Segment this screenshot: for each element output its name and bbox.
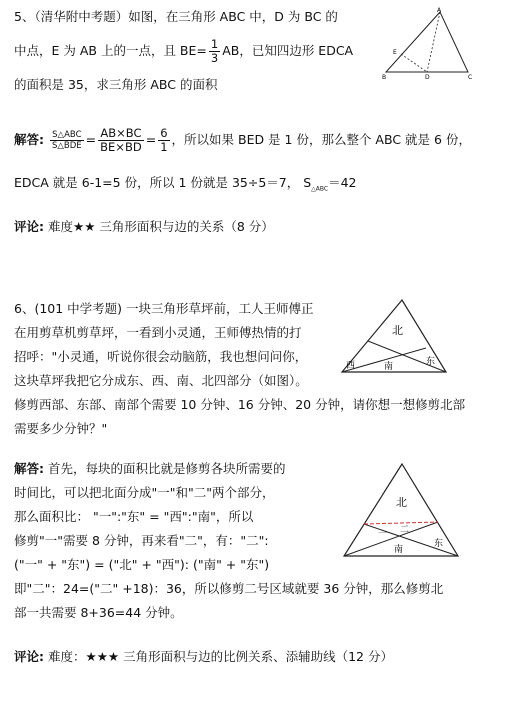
comment-text: 难度★★ 三角形面积与边的关系（8 分） bbox=[47, 219, 274, 234]
problem6-comment bbox=[14, 648, 393, 666]
answer-value: ＝42 bbox=[328, 175, 357, 190]
problem6-solution-line1 bbox=[14, 460, 286, 478]
equals-sign: = bbox=[145, 132, 157, 147]
area-subscript: △ABC bbox=[311, 185, 329, 193]
problem5-line2 bbox=[14, 38, 353, 65]
problem5-line2-pre: 中点，E 为 AB 上的一点，且 BE= bbox=[14, 43, 207, 58]
label-two: 二 bbox=[400, 525, 410, 535]
problem6-solution-text1: 首先，每块的面积比就是修剪各块所需要的 bbox=[47, 461, 286, 476]
label-d: D bbox=[425, 74, 430, 80]
label-west: 西 bbox=[346, 361, 356, 371]
problem5-line3: 的面积是 35，求三角形 ABC 的面积 bbox=[14, 77, 218, 92]
lawn-triangle-figure bbox=[338, 298, 462, 378]
area-ratio-fraction: $\frac{\text{S△ABC}}{\text{S△BDE}}$ bbox=[51, 130, 82, 151]
label-b: B bbox=[382, 74, 387, 80]
comment-label: 评论: bbox=[14, 649, 44, 664]
problem6-solution-line6: 即"二"：24=("二" +18)：36，所以修剪二号区域就要 36 分钟，那么修剪北 bbox=[14, 581, 444, 596]
label-e: E bbox=[393, 49, 397, 56]
problem5-solution-line1 bbox=[14, 126, 471, 154]
label-north: 北 bbox=[396, 496, 407, 509]
problem5-comment bbox=[14, 218, 274, 236]
label-c: C bbox=[468, 74, 473, 80]
problem5-line2-post: AB，已知四边形 EDCA bbox=[222, 43, 354, 58]
problem5-solution-rest: ，所以如果 BED 是 1 份，那么整个 ABC 就是 6 份， bbox=[171, 132, 471, 147]
solution-label: 解答: bbox=[14, 461, 44, 476]
problem6-line4: 这块草坪我把它分成东、西、南、北四部分（如图）。 bbox=[14, 373, 308, 388]
problem5-line1: 5、（清华附中考题）如图，在三角形 ABC 中，D 为 BC 的 bbox=[14, 9, 338, 24]
label-one: 一 bbox=[378, 529, 388, 539]
problem6-line1: 6、(101 中学考题) 一块三角形草坪前，工人王师傅正 bbox=[14, 301, 314, 316]
problem6-line3: 招呼："小灵通，听说你很会动脑筋，我也想问问你， bbox=[14, 349, 308, 364]
lawn-auxiliary-figure bbox=[340, 462, 470, 562]
problem6-solution-line7: 部一共需要 8+36=44 分钟。 bbox=[14, 605, 183, 620]
problem6-line2: 在用剪草机剪草坪，一看到小灵通，王师傅热情的打 bbox=[14, 325, 302, 340]
problem6-line5: 修剪西部、东部、南部个需要 10 分钟、16 分钟、20 分钟，请你想一想修剪北部 bbox=[14, 397, 466, 412]
problem6-solution-line5: ("一" + "东") = ("北" + "西"): ("南" + "东") bbox=[14, 557, 270, 572]
equals-sign: = bbox=[85, 132, 97, 147]
label-north: 北 bbox=[392, 324, 403, 337]
solution-label: 解答: bbox=[14, 132, 44, 147]
label-east: 东 bbox=[434, 539, 444, 549]
problem6-solution-line3: 那么面积比： "一":"东" = "西":"南"，所以 bbox=[14, 509, 254, 524]
comment-label: 评论: bbox=[14, 219, 44, 234]
six-over-one-fraction: $\frac{6}{1}$ bbox=[160, 126, 168, 154]
one-third-fraction: $\frac{1}{3}$ bbox=[210, 37, 219, 65]
problem5-solution-line2-text: EDCA 就是 6-1=5 份，所以 1 份就是 35÷5＝7， bbox=[14, 175, 300, 190]
problem5-solution-line2 bbox=[14, 174, 356, 199]
label-east: 东 bbox=[426, 357, 436, 367]
side-product-fraction: $\frac{AB\times BC}{BE\times BD}$ bbox=[100, 126, 142, 154]
triangle-abc-figure bbox=[380, 6, 476, 80]
problem6-solution-line4: 修剪"一"需要 8 分钟，再来看"二"，有："二": bbox=[14, 533, 269, 548]
problem6-line6: 需要多少分钟？" bbox=[14, 421, 108, 436]
problem6-solution-line2: 时间比，可以把北面分成"一"和"二"两个部分， bbox=[14, 485, 275, 500]
comment-text: 难度：★★★ 三角形面积与边的比例关系、添辅助线（12 分） bbox=[47, 649, 393, 664]
label-south: 南 bbox=[394, 545, 404, 555]
label-south: 南 bbox=[384, 362, 394, 372]
area-symbol: S bbox=[303, 175, 312, 190]
label-a: A bbox=[437, 7, 442, 14]
